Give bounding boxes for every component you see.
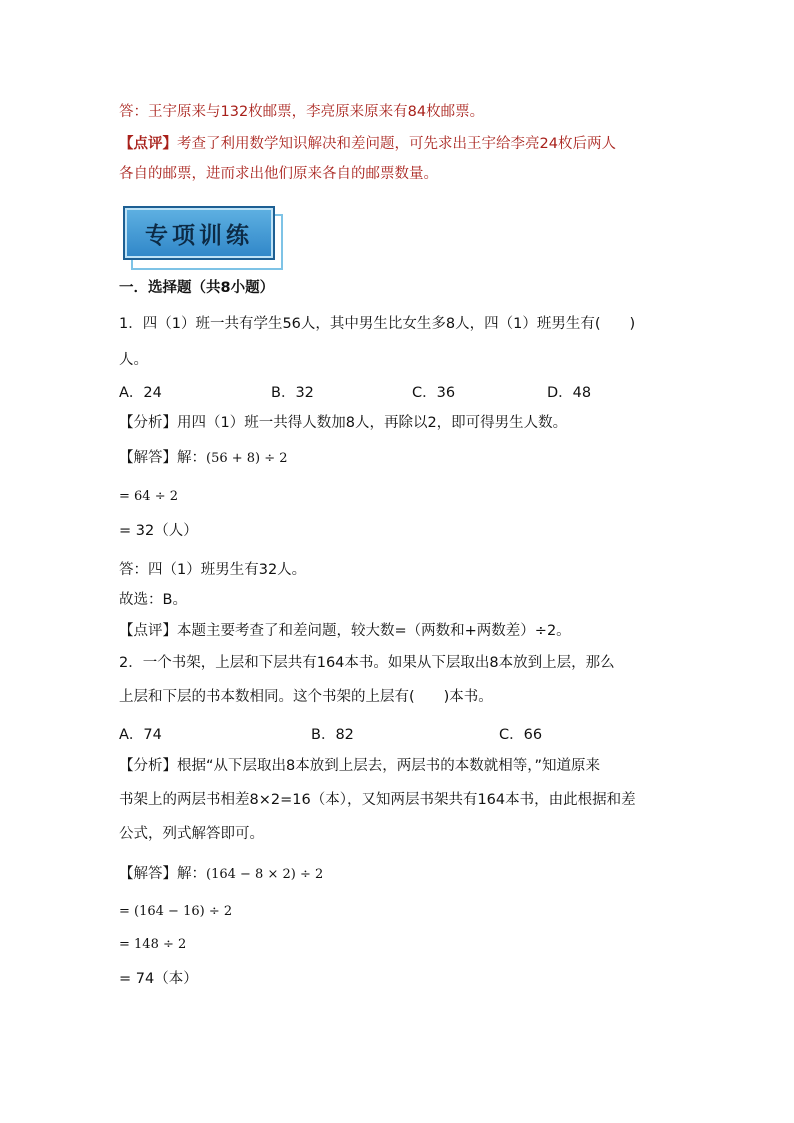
q1-step-1: (56 + 8) ÷ 2 — [206, 451, 288, 466]
q1-stem-line-1: 1．四（1）班一共有学生56人，其中男生比女生多8人，四（1）班男生有( ) — [119, 316, 636, 332]
q2-step-2: = (164 − 16) ÷ 2 — [119, 904, 233, 919]
q1-answer: 答：四（1）班男生有32人。 — [119, 562, 307, 578]
q1-choice: 故选：B。 — [119, 592, 187, 608]
q2-step-4: = 74（本） — [119, 971, 198, 987]
q1-solution-line — [119, 448, 288, 469]
q1-stem-line-2: 人。 — [119, 352, 148, 368]
q1-analysis: 【分析】用四（1）班一共得人数加8人，再除以2，即可得男生人数。 — [119, 415, 568, 431]
q2-option-c: C．66 — [499, 727, 543, 743]
q1-option-d: D．48 — [547, 385, 592, 401]
q2-option-b: B．82 — [311, 727, 354, 743]
q1-comment: 【点评】本题主要考查了和差问题，较大数=（两数和+两数差）÷2。 — [119, 623, 571, 639]
q1-option-b: B．32 — [271, 385, 314, 401]
q1-option-c: C．36 — [412, 385, 456, 401]
q2-analysis-line-1: 【分析】根据“从下层取出8本放到上层去，两层书的本数就相等，”知道原来 — [119, 758, 600, 774]
comment-text-1: 考查了利用数学知识解决和差问题，可先求出王宇给李亮24枚后两人 — [177, 136, 616, 152]
section-heading: 一．选择题（共8小题） — [119, 280, 275, 296]
q2-stem-line-1: 2．一个书架，上层和下层共有164本书。如果从下层取出8本放到上层，那么 — [119, 655, 615, 671]
q1-option-a: A．24 — [119, 385, 162, 401]
comment-line-2: 各自的邮票，进而求出他们原来各自的邮票数量。 — [119, 166, 438, 182]
q2-analysis-line-3: 公式，列式解答即可。 — [119, 826, 264, 842]
banner-box — [123, 206, 275, 260]
banner-title: 专项训练 — [145, 222, 253, 249]
answer-line: 答：王宇原来与132枚邮票，李亮原来原来有84枚邮票。 — [119, 104, 485, 120]
q2-solution-line — [119, 864, 323, 885]
q2-solution-label: 【解答】解： — [119, 866, 206, 882]
q2-option-a: A．74 — [119, 727, 162, 743]
q1-step-3: = 32（人） — [119, 523, 198, 539]
comment-line-1 — [119, 134, 616, 154]
comment-tag: 【点评】 — [119, 136, 177, 152]
q2-step-3: = 148 ÷ 2 — [119, 937, 187, 952]
q2-step-1: (164 − 8 × 2) ÷ 2 — [206, 867, 324, 882]
q2-analysis-line-2: 书架上的两层书相差8×2=16（本），又知两层书架共有164本书，由此根据和差 — [119, 792, 636, 808]
q1-solution-label: 【解答】解： — [119, 450, 206, 466]
q2-stem-line-2: 上层和下层的书本数相同。这个书架的上层有( )本书。 — [119, 689, 493, 705]
q1-step-2: = 64 ÷ 2 — [119, 489, 178, 504]
section-banner — [123, 206, 281, 268]
